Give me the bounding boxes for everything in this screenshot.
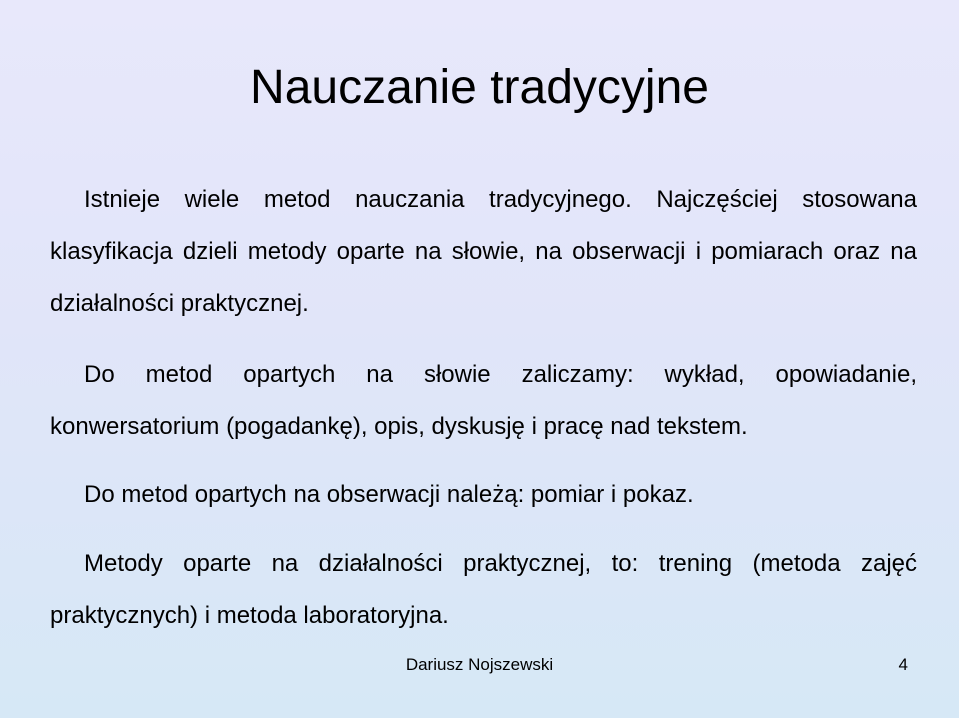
paragraph-intro: Istnieje wiele metod nauczania tradycyjnego. Najczęściej stosowana klasyfikacja dzieli metody oparte na słowie, na obserwacji i pomiarach oraz na działalności praktycznej. xyxy=(50,186,917,317)
paragraph-word-methods: Do metod opartych na słowie zaliczamy: wykład, opowiadanie, konwersatorium (pogadankę), opis, dyskusję i pracę nad tekstem. xyxy=(50,361,917,440)
paragraph-observation-methods: Do metod opartych na obserwacji należą: pomiar i pokaz. xyxy=(84,481,694,508)
footer-page-number: 4 xyxy=(898,655,908,674)
paragraph-practical-methods: Metody oparte na działalności praktycznej, to: trening (metoda zajęć praktycznych) i metoda laboratoryjna. xyxy=(50,550,917,629)
footer-author: Dariusz Nojszewski xyxy=(405,655,554,674)
slide-title: Nauczanie tradycyjne xyxy=(250,61,709,114)
